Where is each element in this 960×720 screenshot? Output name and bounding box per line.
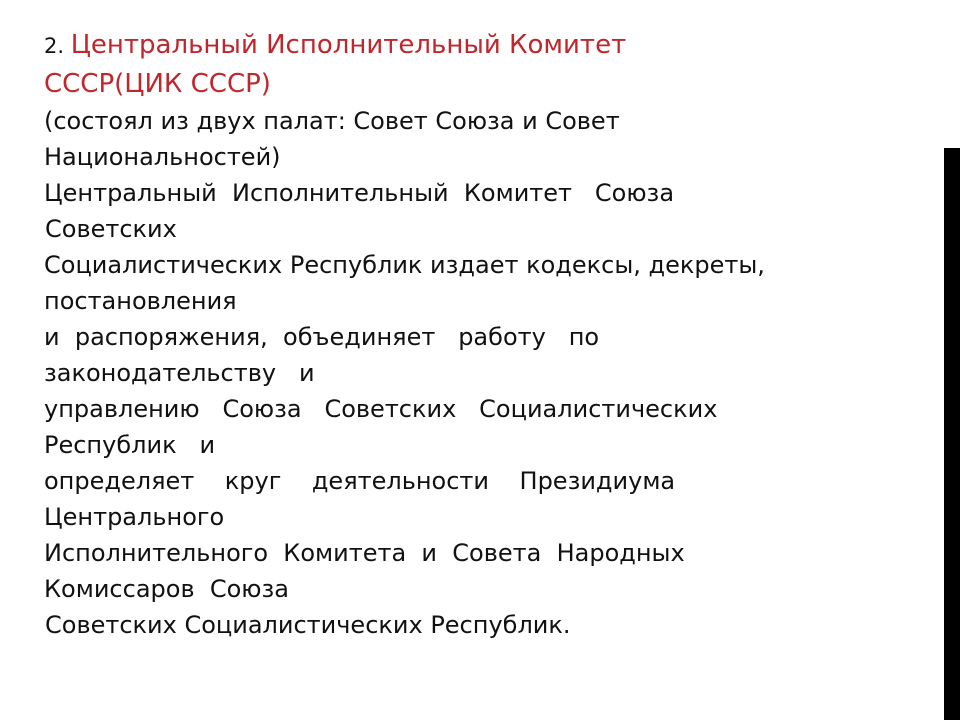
body-line-13: Исполнительного Комитета и Совета Народных bbox=[44, 539, 685, 567]
slide-title-line-1 bbox=[44, 26, 924, 65]
body-line-6: постановления bbox=[44, 287, 237, 315]
body-line-15: Советских Социалистических Республик. bbox=[45, 611, 571, 639]
slide-content bbox=[44, 26, 924, 643]
body-line-9: управлению Союза Советских Социалистических bbox=[44, 395, 718, 423]
slide-title-part-1: Центральный Исполнительный Комитет bbox=[70, 30, 627, 60]
body-line-4: Советских bbox=[45, 215, 177, 243]
slide-side-bar-black bbox=[944, 148, 960, 720]
body-line-1: (состоял из двух палат: Совет Союза и Совет bbox=[44, 107, 620, 135]
body-line-14: Комиссаров Союза bbox=[44, 575, 289, 603]
body-line-3: Центральный Исполнительный Комитет Союза bbox=[44, 179, 675, 207]
body-line-7: и распоряжения, объединяет работу по bbox=[44, 323, 600, 351]
list-number: 2. bbox=[44, 34, 71, 58]
body-line-12: Центрального bbox=[44, 503, 225, 531]
body-line-5: Социалистических Республик издает кодексы, декреты, bbox=[44, 251, 765, 279]
body-line-11: определяет круг деятельности Президиума bbox=[44, 467, 676, 495]
body-line-10: Республик и bbox=[44, 431, 216, 459]
body-line-8: законодательству и bbox=[44, 359, 315, 387]
body-line-2: Национальностей) bbox=[44, 143, 281, 171]
slide-title-part-2: СССР(ЦИК СССР) bbox=[44, 69, 271, 99]
slide-side-bar bbox=[944, 0, 960, 720]
